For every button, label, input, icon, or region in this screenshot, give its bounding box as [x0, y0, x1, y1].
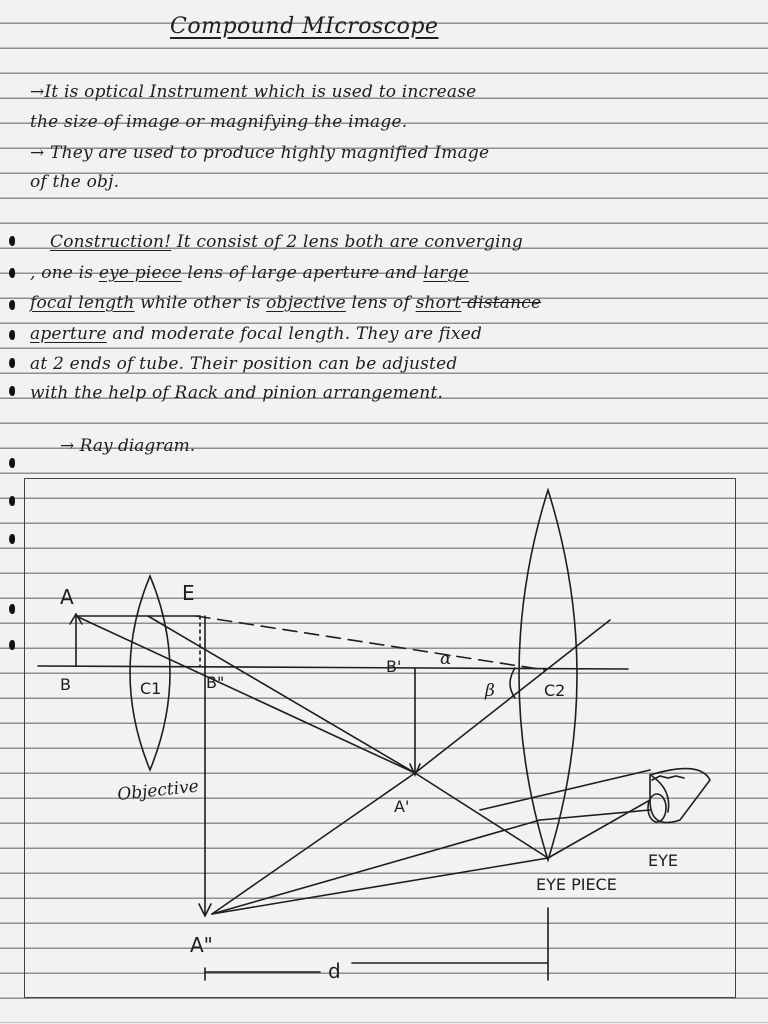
eye-piece-lens	[519, 490, 577, 860]
label-a1: A'	[394, 797, 410, 816]
definition-line-4: of the obj.	[30, 172, 120, 192]
focal-length-term: focal length	[30, 293, 135, 313]
eye-piece-term: eye piece	[98, 263, 182, 283]
label-eye: EYE	[648, 851, 678, 870]
ray-diagram-heading: → Ray diagram.	[60, 436, 196, 456]
objective-lens	[130, 576, 170, 770]
ray-a1-to-eyepiece	[415, 620, 610, 773]
short-term: short	[415, 293, 462, 313]
construction-text-1: It consist of 2 lens both are converging	[171, 232, 524, 252]
ray-refracted	[148, 616, 415, 773]
label-b2: B"	[206, 673, 225, 692]
label-c1: C1	[140, 679, 162, 698]
ray-through-c1	[76, 616, 415, 773]
label-d: d	[328, 959, 341, 983]
label-e: E	[182, 581, 195, 605]
principal-axis	[38, 666, 628, 669]
construction-text-3b: while other is	[134, 293, 267, 313]
construction-text-2c: lens of large aperture and	[181, 263, 424, 283]
ray-a1-to-eyepiece-bottom	[415, 773, 548, 858]
label-b1: B'	[386, 657, 402, 676]
large-term: large	[423, 263, 469, 283]
definition-line-3: → They are used to produce highly magnified Image	[30, 143, 490, 163]
ray-to-eye-2	[540, 810, 650, 820]
label-objective: Objective	[116, 776, 200, 805]
definition-line-1: →It is optical Instrument which is used to increase	[30, 82, 477, 102]
ray-to-eye-1	[548, 800, 650, 858]
label-eye-piece: EYE PIECE	[536, 875, 617, 894]
page-title: Compound MIcroscope	[170, 14, 439, 39]
label-beta: β	[485, 681, 495, 701]
struck-word: distance	[461, 293, 542, 313]
construction-text-2a: , one is	[30, 263, 99, 283]
label-a: A	[60, 585, 74, 609]
virtual-ray-3	[212, 773, 415, 914]
label-a2: A"	[190, 933, 213, 957]
dashed-ray	[196, 616, 545, 670]
label-c2: C2	[544, 681, 566, 700]
construction-line-6: with the help of Rack and pinion arrangement.	[30, 383, 444, 403]
label-alpha: α	[440, 649, 452, 669]
construction-text-3d: lens of	[345, 293, 416, 313]
construction-label: Construction!	[50, 232, 172, 252]
beta-arc	[510, 668, 515, 698]
label-b: B	[60, 675, 71, 694]
ray-to-eye-3	[480, 770, 650, 810]
objective-term: objective	[266, 293, 346, 313]
construction-text-4b: and moderate focal length. They are fixed	[106, 324, 483, 344]
definition-line-2: the size of image or magnifying the image.	[30, 112, 408, 132]
aperture-term: aperture	[30, 324, 107, 344]
construction-line-5: at 2 ends of tube. Their position can be adjusted	[30, 354, 458, 374]
